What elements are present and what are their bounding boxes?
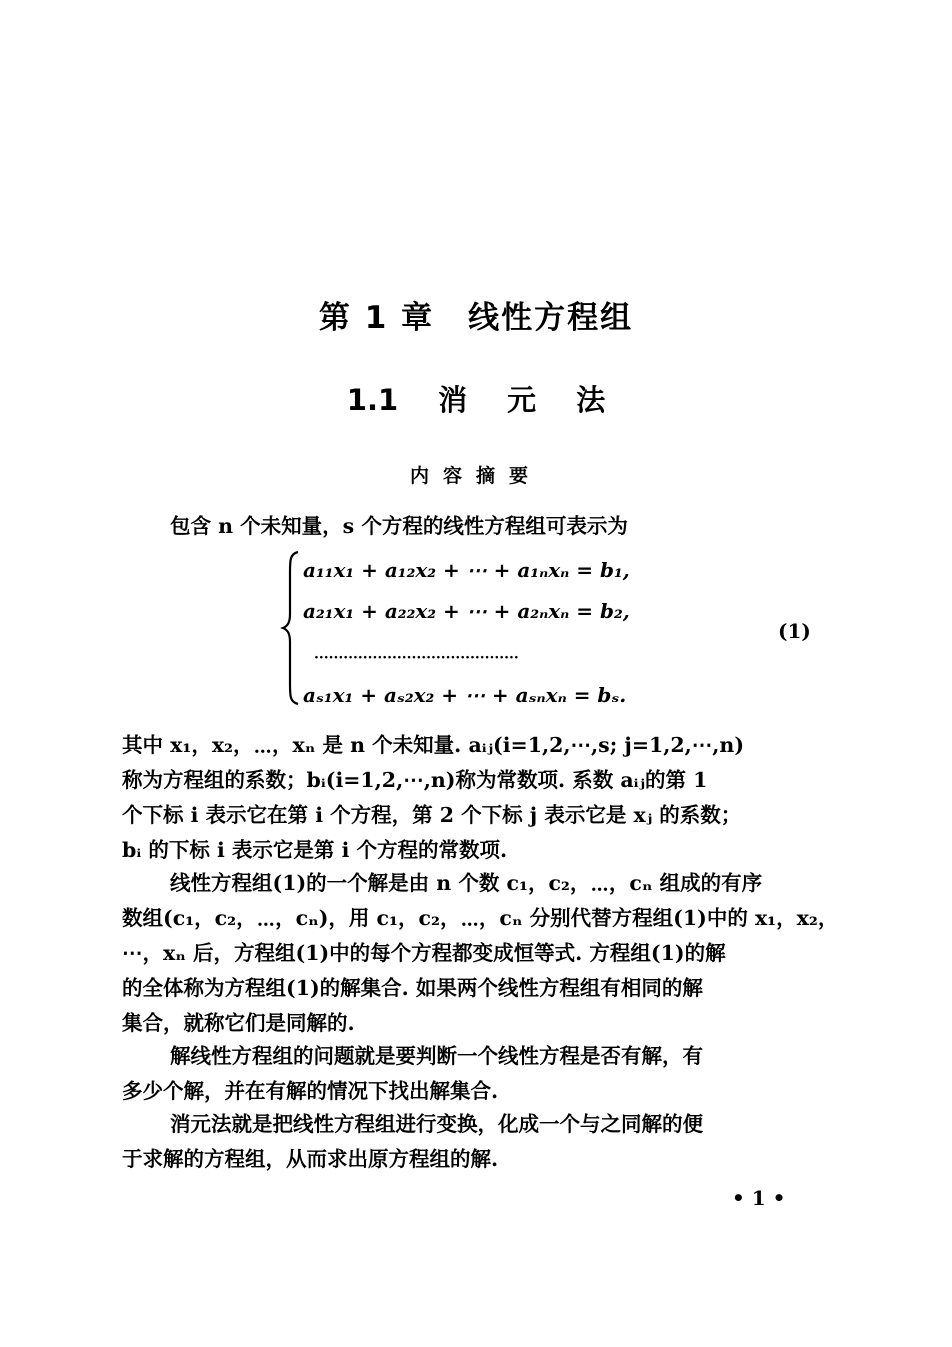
paragraph-2-line-4: 的全体称为方程组(1)的解集合. 如果两个线性方程组有相同的解 — [122, 976, 703, 1000]
section-char-2: 元 — [507, 383, 537, 417]
paragraph-4-line-1: 消元法就是把线性方程组进行变换，化成一个与之同解的便 — [170, 1112, 703, 1136]
paragraph-3-line-1: 解线性方程组的问题就是要判断一个线性方程是否有解，有 — [170, 1044, 703, 1068]
paragraph-3-line-2: 多少个解，并在有解的情况下找出解集合. — [122, 1079, 499, 1103]
section-char-3: 法 — [576, 383, 606, 417]
paragraph-1-line-3: 个下标 i 表示它在第 i 个方程，第 2 个下标 j 表示它是 xⱼ 的系数； — [122, 803, 742, 827]
paragraph-2-line-5: 集合，就称它们是同解的. — [122, 1011, 355, 1035]
equation-2: a₂₁x₁ + a₂₂x₂ + ⋯ + a₂ₙxₙ = b₂, — [303, 599, 630, 623]
paragraph-2-line-3: ⋯，xₙ 后，方程组(1)中的每个方程都变成恒等式. 方程组(1)的解 — [122, 941, 726, 965]
equation-number: (1) — [778, 619, 811, 643]
paragraph-1-line-2: 称为方程组的系数；bᵢ(i=1,2,⋯,n)称为常数项. 系数 aᵢⱼ的第 1 — [122, 768, 708, 792]
section-number: 1.1 — [346, 383, 399, 417]
chapter-title — [0, 292, 952, 337]
page-number: • 1 • — [732, 1186, 786, 1210]
left-brace-icon — [280, 548, 302, 708]
chapter-name: 线性方程组 — [468, 300, 634, 336]
equation-s: aₛ₁x₁ + aₛ₂x₂ + ⋯ + aₛₙxₙ = bₛ. — [303, 683, 627, 707]
section-char-1: 消 — [438, 383, 468, 417]
summary-heading: 内容摘要 — [409, 465, 542, 487]
paragraph-1-line-1: 其中 x₁，x₂，⋯，xₙ 是 n 个未知量. aᵢⱼ(i=1,2,⋯,s; j=1,2,⋯,n) — [122, 733, 745, 757]
paragraph-4-line-2: 于求解的方程组，从而求出原方程组的解. — [122, 1147, 499, 1171]
paragraph-2-line-2: 数组(c₁，c₂，⋯，cₙ)，用 c₁，c₂，⋯，cₙ 分别代替方程组(1)中的 x₁，x₂， — [122, 906, 839, 930]
equation-dots: ·········································· — [314, 650, 519, 666]
section-title — [0, 378, 952, 419]
paragraph-1-line-4: bᵢ 的下标 i 表示它是第 i 个方程的常数项. — [122, 838, 508, 862]
paragraph-2-line-1: 线性方程组(1)的一个解是由 n 个数 c₁，c₂，⋯，cₙ 组成的有序 — [170, 871, 763, 895]
intro-text: 包含 n 个未知量，s 个方程的线性方程组可表示为 — [170, 514, 628, 538]
chapter-label: 第 1 章 — [318, 300, 435, 336]
equation-1: a₁₁x₁ + a₁₂x₂ + ⋯ + a₁ₙxₙ = b₁, — [303, 558, 630, 582]
